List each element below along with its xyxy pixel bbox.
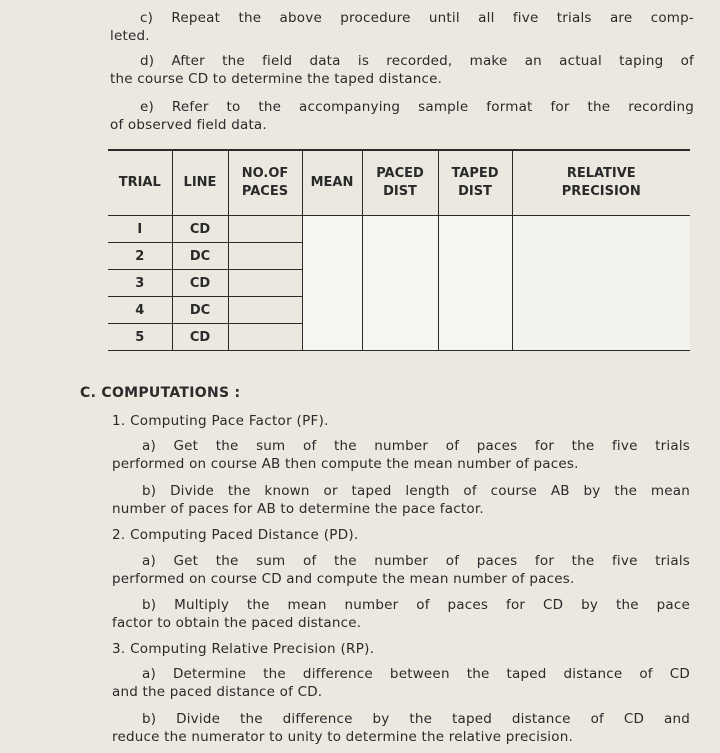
cell-paces [228,270,302,297]
cell-line: DC [172,243,228,270]
cell-line: CD [172,216,228,243]
cell-taped-dist [438,216,512,351]
step-e-line2: of observed field data. [110,117,267,133]
step-e-line1: e) Refer to the accompanying sample format for the recording [140,99,694,115]
cell-line: CD [172,270,228,297]
cell-trial: 4 [108,297,172,324]
header-relative-precision: RELATIVE PRECISION [512,150,690,216]
computations-heading: C. COMPUTATIONS : [80,385,241,401]
section-1b: b) Divide the known or taped length of course AB by the mean number of paces for AB to determine the pace factor. [112,483,690,517]
field-data-table [108,149,690,351]
procedure-step-e [110,98,694,134]
cell-paces [228,216,302,243]
cell-line: DC [172,297,228,324]
cell-trial: I [108,216,172,243]
cell-trial: 3 [108,270,172,297]
cell-relative-precision [512,216,690,351]
table-row [108,216,690,243]
procedure-step-c [110,9,694,45]
section-1a: a) Get the sum of the number of paces for the five trials performed on course AB then compute the mean number of paces. [112,438,690,472]
section-2a: a) Get the sum of the number of paces for the five trials performed on course CD and compute the mean number of paces. [112,553,690,587]
step-d-line2: the course CD to determine the taped distance. [110,71,443,87]
section-3a: a) Determine the difference between the taped distance of CD and the paced distance of CD. [112,666,690,700]
cell-trial: 5 [108,324,172,351]
header-line: LINE [172,150,228,216]
section-3b: b) Divide the difference by the taped distance of CD and reduce the numerator to unity to determine the relative precision. [112,711,690,745]
section-1-title: 1. Computing Pace Factor (PF). [112,413,329,429]
header-no-of-paces: NO.OF PACES [228,150,302,216]
step-d-line1: d) After the field data is recorded, make an actual taping of [140,53,694,69]
cell-paces [228,297,302,324]
cell-paces [228,243,302,270]
cell-trial: 2 [108,243,172,270]
header-trial: TRIAL [108,150,172,216]
section-2b: b) Multiply the mean number of paces for CD by the pace factor to obtain the paced distance. [112,597,690,631]
header-taped-dist: TAPED DIST [438,150,512,216]
cell-line: CD [172,324,228,351]
step-c-line2: leted. [110,28,150,44]
table-header-row [108,150,690,216]
section-3-title: 3. Computing Relative Precision (RP). [112,641,375,657]
header-paced-dist: PACED DIST [362,150,438,216]
step-c-line1: c) Repeat the above procedure until all five trials are comp- [140,10,694,26]
header-mean: MEAN [302,150,362,216]
cell-paces [228,324,302,351]
cell-mean [302,216,362,351]
section-2-title: 2. Computing Paced Distance (PD). [112,527,359,543]
cell-paced-dist [362,216,438,351]
procedure-step-d [110,52,694,88]
